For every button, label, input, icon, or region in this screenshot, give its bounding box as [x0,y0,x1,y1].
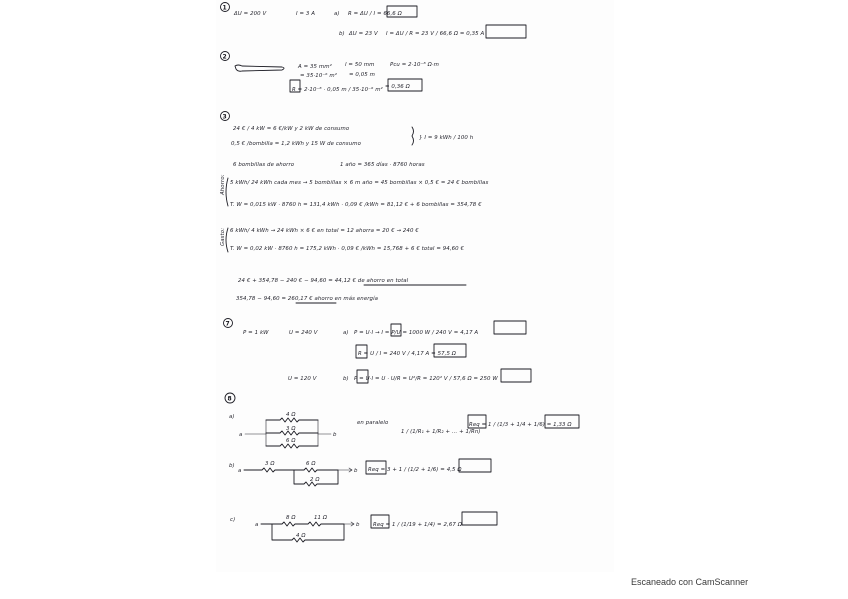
p8a-r1-label: 4 Ω [286,412,296,418]
p2-line: R = 2·10⁻⁸ · 0,05 m / 35·10⁻⁶ m² [292,87,383,93]
p8a-r2-label: 3 Ω [286,426,296,432]
p7-line: U = 240 V [289,330,318,336]
p8-label: c) [230,517,236,523]
p8-line: en paralelo [357,420,389,426]
p8b-result-box [459,459,491,472]
p3-line: 6 kWh/ 4 kWh → 24 kWh × 6 € en total = 12 ahorra = 20 € → 240 € [230,228,419,234]
handwriting-canvas [216,0,614,572]
p1-line: b) [339,31,345,37]
p7-line: U = 120 V [288,376,317,382]
p8b-resistor-series [244,468,294,472]
p8b-resistor-top [294,468,338,472]
p1-result-box-b [486,25,526,38]
p8b-arrow-out [338,468,352,472]
p2-line: l = 50 mm [345,62,375,68]
p8b-node-a: a [238,468,242,474]
p1-line: I = 3 A [296,11,316,17]
p7-result-box-c [501,369,531,382]
p8a-resistor-top [266,418,318,422]
p1-line: R = ΔU / I = 66,6 Ω [348,11,402,17]
p3-line: T. W = 0,02 kW · 8760 h = 175,2 kWh · 0,09 € /kWh = 15,768 + 6 € total = 94,60 € [230,246,465,252]
problem-1 [221,3,527,39]
p8-line: Req = 3 + 1 / (1/2 + 1/6) = 4,5 Ω [368,467,462,473]
p3-line: } I = 9 kWh / 100 h [419,135,474,141]
p8-line: 1 / (1/R₁ + 1/R₂ + ... + 1/Rn) [401,429,481,435]
p3-brace [412,127,414,145]
problem-7-number: 7 [225,320,230,328]
problem-7 [224,319,532,384]
problem-8 [225,393,579,542]
p8b-r1-label: 3 Ω [265,461,275,467]
p3-line: 354,78 − 94,60 = 260,17 € ahorro en más energía [236,296,379,302]
p8c-node-b: b [356,522,360,528]
p8b-r3-label: 2 Ω [310,477,320,483]
p8b-node-b: b [354,468,358,474]
p8c-arrow-out [344,522,354,526]
p8a-circuit-diagram [239,412,337,448]
p3-side-label: Ahorro: [220,174,226,195]
p8b-circuit-diagram [238,461,358,486]
scanned-sheet [216,0,614,572]
p2-line: A = 35 mm² [298,64,332,70]
problem-3 [220,112,488,304]
p8-line: Req = 1 / (1/3 + 1/4 + 1/6) = 1,33 Ω [469,422,572,428]
p3-line: 1 año = 365 días · 8760 horas [340,162,425,168]
p8c-r2-label: 11 Ω [314,515,328,521]
p8c-node-a: a [255,522,259,528]
camscanner-watermark: Escaneado con CamScanner [631,577,749,587]
p3-side-label: Gasto: [220,227,226,246]
p8-label: b) [229,463,235,469]
p2-line: Pcu = 2·10⁻⁸ Ω·m [390,62,439,68]
p8-label: a) [229,414,235,420]
p3-bracket-ahorro [226,178,228,206]
p8c-result-box [462,512,497,525]
p8c-resistors-series [261,522,344,526]
p1-line: ΔU = 200 V [234,11,267,17]
p8b-r2-label: 6 Ω [306,461,316,467]
p3-line: T. W = 0,015 kW · 8760 h = 131,4 kWh · 0,09 € /kWh = 81,12 € + 6 bombillas = 354,78 € [230,202,482,208]
p8c-circuit-diagram [255,515,360,542]
p7-line: P = 1 kW [243,330,269,336]
problem-8-number: 8 [227,395,232,403]
p8a-node-a: a [239,432,243,438]
p7-line: P = U·I → I = P/U = 1000 W / 240 V = 4,17 A [354,330,479,336]
p3-line: 24 € + 354,78 − 240 € − 94,60 = 44,12 € de ahorro en total [238,278,409,284]
p1-line: I = ΔU / R = 23 V / 66,6 Ω = 0,35 A [386,31,485,37]
p7-line: a) [343,330,349,336]
p2-line: = 0,36 Ω [385,84,410,90]
problem-2 [221,52,439,94]
p2-wire-sketch [235,65,284,71]
p8a-r3-label: 6 Ω [286,438,296,444]
p3-line: 24 € / 4 kW = 6 €/kW y 2 kW de consumo [233,126,350,132]
p8a-node-b: b [333,432,337,438]
p7-line: R = U / I = 240 V / 4,17 A = 57,5 Ω [358,351,457,357]
p3-line: 5 kWh/ 24 kWh cada mes → 5 bombillas × 6 m año = 45 bombillas × 0,5 € = 24 € bombillas [230,180,489,186]
p2-line: = 0,05 m [349,72,375,78]
p1-line: ΔU = 23 V [349,31,378,37]
p7-result-box-a [494,321,526,334]
p8a-resistor-bottom [266,444,318,448]
p1-line: a) [334,11,340,17]
p2-line: = 35·10⁻⁶ m² [300,73,337,79]
p3-line: 0,5 € /bombilla = 1,2 kWh y 15 W de consumo [231,141,361,147]
problem-1-number: 1 [222,4,227,12]
p8c-r1-label: 8 Ω [286,515,296,521]
p3-line: 6 bombillas de ahorro [233,162,295,168]
p7-line: b) [343,376,349,382]
p7-line: P = U·I = U · U/R = U²/R = 120² V / 57,6 Ω = 250 W [354,376,498,382]
problem-2-number: 2 [222,53,227,61]
p8c-resistor-bottom [272,524,344,542]
problem-3-number: 3 [222,113,227,121]
p8-line: Req = 1 / (1/19 + 1/4) = 2,67 Ω [373,522,462,528]
p8c-r3-label: 4 Ω [296,533,306,539]
p3-bracket-gasto [226,228,228,252]
